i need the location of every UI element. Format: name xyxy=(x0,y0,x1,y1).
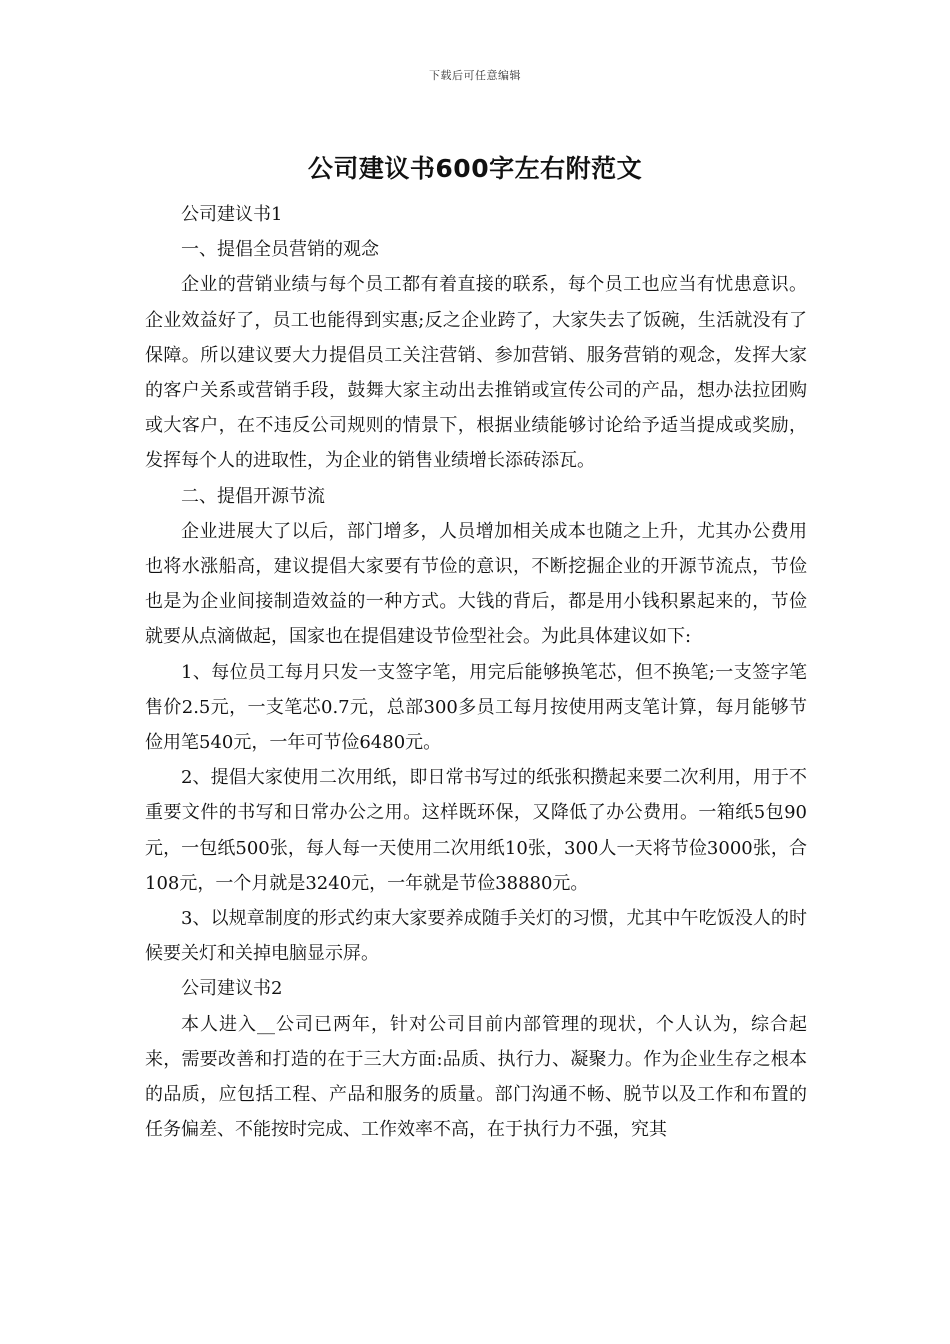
header-note: 下载后可任意编辑 xyxy=(429,69,521,82)
list-item: 3、以规章制度的形式约束大家要养成随手关灯的习惯，尤其中午吃饭没人的时候要关灯和关掉电脑显示屏。 xyxy=(145,908,807,965)
section-heading: 公司建议书1 xyxy=(181,204,283,225)
subsection-heading: 二、提倡开源节流 xyxy=(181,485,325,507)
document-title: 公司建议书600字左右附范文 xyxy=(307,154,643,183)
list-item: 1、每位员工每月只发一支签字笔，用完后能够换笔芯，但不换笔;一支签字笔售价2.5元，一支笔芯0.7元，总部300多员工每月按使用两支笔计算，每月能够节俭用笔540元，一年可节俭6480元。 xyxy=(145,661,807,754)
section-heading: 公司建议书2 xyxy=(181,978,283,1000)
subsection-heading: 一、提倡全员营销的观念 xyxy=(181,239,379,261)
document-body xyxy=(145,197,807,1147)
list-item: 2、提倡大家使用二次用纸，即日常书写过的纸张积攒起来要二次利用，用于不重要文件的书写和日常办公之用。这样既环保，又降低了办公费用。一箱纸5包90元，一包纸500张，每人每一天使用二次用纸10张，300人一天将节俭3000张，合108元，一个月就是3240元，一年就是节俭38880元。 xyxy=(145,767,807,894)
body-paragraph: 企业进展大了以后，部门增多，人员增加相关成本也随之上升，尤其办公费用也将水涨船高，建议提倡大家要有节俭的意识，不断挖掘企业的开源节流点，节俭也是为企业间接制造效益的一种方式。大钱的背后，都是用小钱积累起来的，节俭就要从点滴做起，国家也在提倡建设节俭型社会。为此具体建议如下: xyxy=(145,520,807,648)
body-paragraph: 本人进入__公司已两年，针对公司目前内部管理的现状，个人认为，综合起来，需要改善和打造的在于三大方面:品质、执行力、凝聚力。作为企业生存之根本的品质，应包括工程、产品和服务的质量。部门沟通不畅、脱节以及工作和布置的任务偏差、不能按时完成、工作效率不高，在于执行力不强，究其 xyxy=(145,1013,807,1141)
body-paragraph: 企业的营销业绩与每个员工都有着直接的联系，每个员工也应当有忧患意识。企业效益好了，员工也能得到实惠;反之企业跨了，大家失去了饭碗，生活就没有了保障。所以建议要大力提倡员工关注营销、参加营销、服务营销的观念，发挥大家的客户关系或营销手段，鼓舞大家主动出去推销或宣传公司的产品，想办法拉团购或大客户，在不违反公司规则的情景下，根据业绩能够讨论给予适当提成或奖励，发挥每个人的进取性，为企业的销售业绩增长添砖添瓦。 xyxy=(145,274,807,472)
